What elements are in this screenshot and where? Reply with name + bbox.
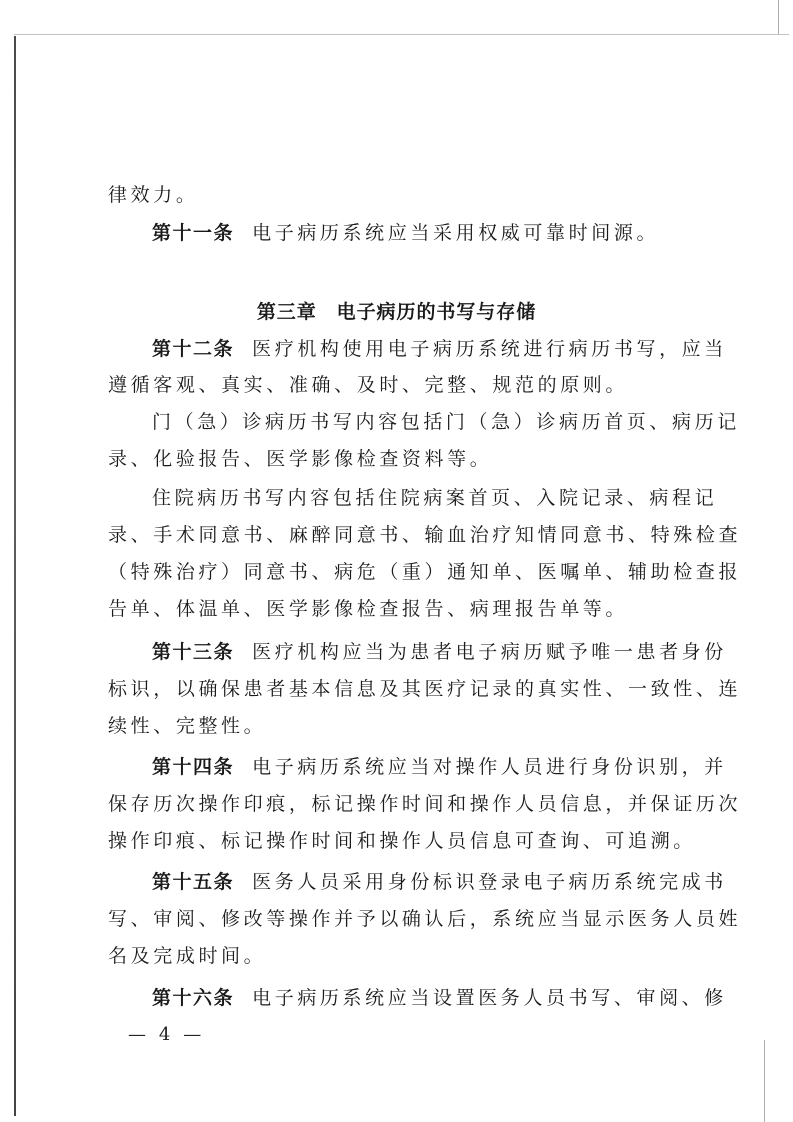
article-label: 第十四条 xyxy=(152,756,235,778)
scan-border-top xyxy=(14,34,789,35)
article-13-line: 第十三条 医疗机构应当为患者电子病历赋予唯一患者身份 xyxy=(152,641,727,663)
paragraph-line: 录、手术同意书、麻醉同意书、输血治疗知情同意书、特殊检查 xyxy=(108,524,742,546)
paragraph-line: 续性、完整性。 xyxy=(108,715,267,737)
article-label: 第十三条 xyxy=(152,641,235,663)
article-11-line: 第十一条 电子病历系统应当采用权威可靠时间源。 xyxy=(152,222,660,244)
article-label: 第十一条 xyxy=(152,222,235,244)
paragraph-line: 录、化验报告、医学影像检查资料等。 xyxy=(108,448,493,470)
paragraph-line: 保存历次操作印痕，标记操作时间和操作人员信息，并保证历次 xyxy=(108,793,742,815)
paragraph-line: 门（急）诊病历书写内容包括门（急）诊病历首页、病历记 xyxy=(152,411,740,433)
article-12-line: 第十二条 医疗机构使用电子病历系统进行病历书写，应当 xyxy=(152,338,727,360)
paragraph-line: 律效力。 xyxy=(108,184,199,206)
article-label: 第十六条 xyxy=(152,987,235,1009)
paragraph-line: 操作印痕、标记操作时间和操作人员信息可查询、可追溯。 xyxy=(108,830,696,852)
article-15-line: 第十五条 医务人员采用身份标识登录电子病历系统完成书 xyxy=(152,871,727,893)
paragraph-line: （特殊治疗）同意书、病危（重）通知单、医嘱单、辅助检查报 xyxy=(108,561,742,583)
paragraph-line: 住院病历书写内容包括住院病案首页、入院记录、病程记 xyxy=(152,487,718,509)
article-label: 第十二条 xyxy=(152,338,235,360)
page-number: — 4 — xyxy=(128,1024,205,1045)
scan-border-right xyxy=(778,0,779,34)
article-14-line: 第十四条 电子病历系统应当对操作人员进行身份识别，并 xyxy=(152,756,727,778)
paragraph-line: 标识，以确保患者基本信息及其医疗记录的真实性、一致性、连 xyxy=(108,678,742,700)
paragraph-line: 写、审阅、修改等操作并予以确认后，系统应当显示医务人员姓 xyxy=(108,908,742,930)
paragraph-line: 遵循客观、真实、准确、及时、完整、规范的原则。 xyxy=(108,374,629,396)
chapter-heading: 第三章 电子病历的书写与存储 xyxy=(256,301,537,323)
article-16-line: 第十六条 电子病历系统应当设置医务人员书写、审阅、修 xyxy=(152,987,727,1009)
scan-border-right-lower xyxy=(764,1040,765,1122)
article-label: 第十五条 xyxy=(152,871,235,893)
paragraph-line: 名及完成时间。 xyxy=(108,945,267,967)
paragraph-line: 告单、体温单、医学影像检查报告、病理报告单等。 xyxy=(108,598,629,620)
scan-border-left xyxy=(14,36,16,1116)
